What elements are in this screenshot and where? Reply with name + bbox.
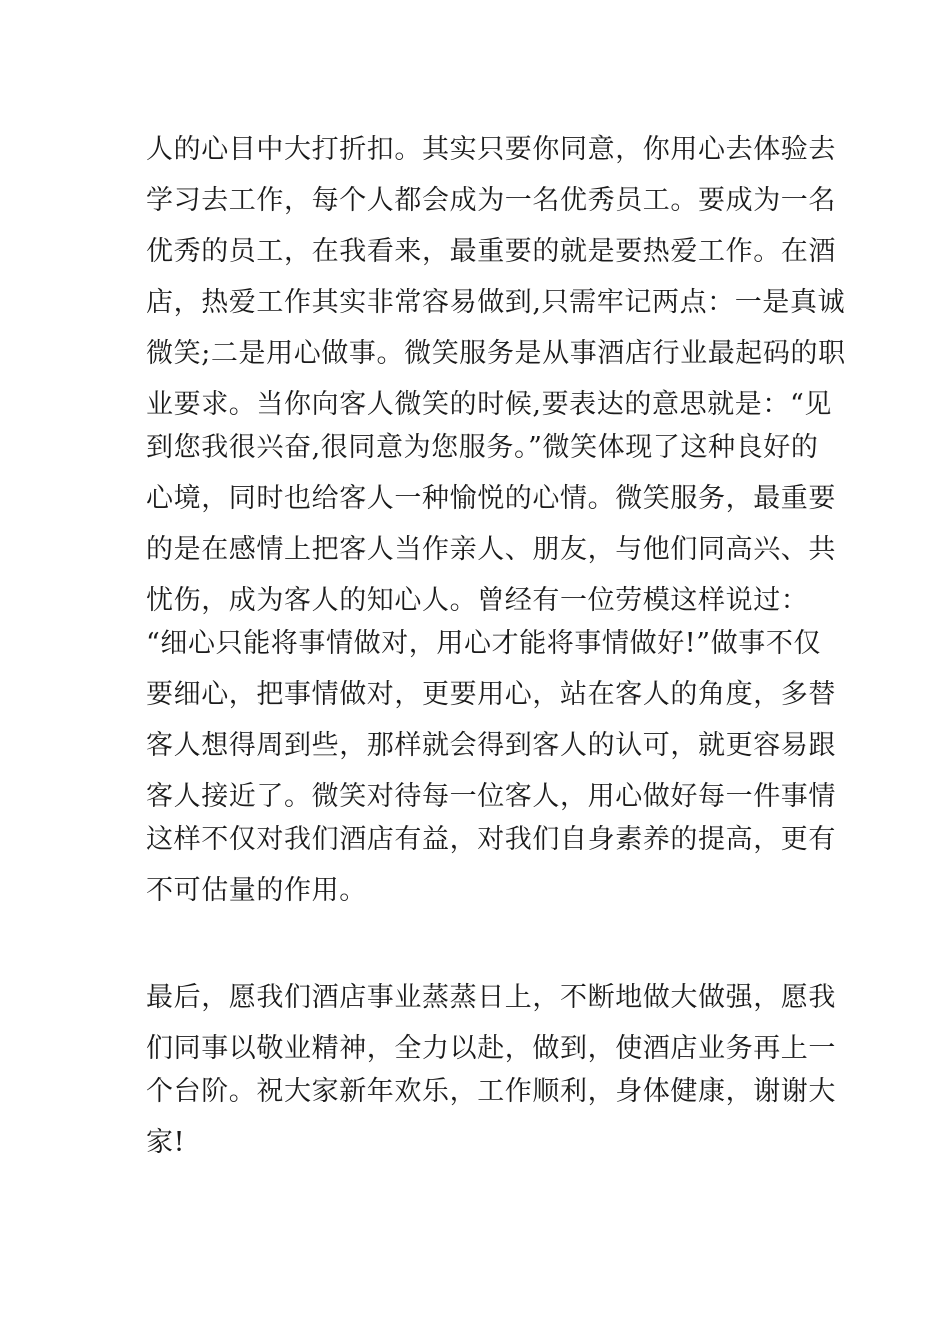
text-line: 的是在感情上把客人当作亲人、朋友，与他们同高兴、共 bbox=[146, 534, 836, 565]
text-line: 不可估量的作用。 bbox=[146, 875, 367, 906]
text-line: 家! bbox=[146, 1127, 186, 1158]
text-line: 人的心目中大打折扣。其实只要你同意，你用心去体验去 bbox=[146, 134, 836, 165]
text-line: 最后，愿我们酒店事业蒸蒸日上，不断地做大做强，愿我 bbox=[146, 982, 836, 1013]
text-line: 们同事以敬业精神，全力以赴，做到，使酒店业务再上一 bbox=[146, 1033, 836, 1064]
text-line: 客人想得周到些，那样就会得到客人的认可，就更容易跟 bbox=[146, 730, 836, 761]
text-line: 店，热爱工作其实非常容易做到,只需牢记两点：一是真诚 bbox=[146, 287, 846, 318]
text-line: 个台阶。祝大家新年欢乐，工作顺利，身体健康，谢谢大 bbox=[146, 1076, 836, 1107]
text-line: 优秀的员工，在我看来，最重要的就是要热爱工作。在酒 bbox=[146, 236, 836, 267]
text-line: 到您我很兴奋,很同意为您服务。”微笑体现了这种良好的 bbox=[146, 432, 819, 463]
text-line: 微笑;二是用心做事。微笑服务是从事酒店行业最起码的职 bbox=[146, 338, 846, 369]
text-line: “细心只能将事情做对，用心才能将事情做好!”做事不仅 bbox=[146, 628, 822, 659]
text-line: 客人接近了。微笑对待每一位客人，用心做好每一件事情 bbox=[146, 781, 836, 812]
text-line: 心境，同时也给客人一种愉悦的心情。微笑服务，最重要 bbox=[146, 483, 836, 514]
text-line: 业要求。当你向客人微笑的时候,要表达的意思就是：“见 bbox=[146, 389, 832, 420]
text-line: 要细心，把事情做对，更要用心，站在客人的角度，多替 bbox=[146, 679, 836, 710]
text-line: 忧伤，成为客人的知心人。曾经有一位劳模这样说过： bbox=[146, 585, 809, 616]
text-line: 学习去工作，每个人都会成为一名优秀员工。要成为一名 bbox=[146, 185, 836, 216]
text-line: 这样不仅对我们酒店有益，对我们自身素养的提高，更有 bbox=[146, 824, 836, 855]
